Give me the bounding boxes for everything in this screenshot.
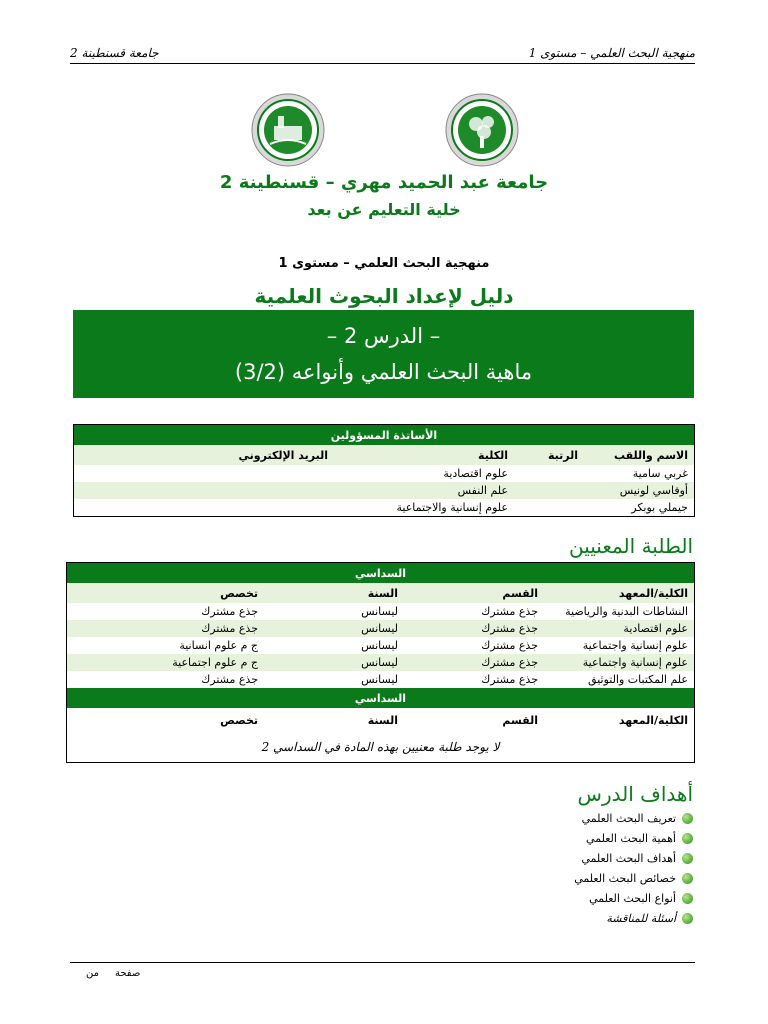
col-year: السنة <box>367 586 398 600</box>
list-item: أهداف البحث العلمي <box>574 848 693 868</box>
table-row: النشاطات البدنية والرياضية جذع مشترك ليسانس جذع مشترك <box>201 605 688 618</box>
table-row: علوم إنسانية واجتماعية جذع مشترك ليسانس ج م علوم اجتماعية <box>67 654 694 671</box>
teachers-table <box>73 424 695 517</box>
teachers-heading: الأساتذة المسؤولين <box>330 428 438 442</box>
list-item: أسئلة للمناقشة <box>574 908 693 928</box>
bullet-icon <box>682 833 693 844</box>
col-name: الاسم واللقب <box>613 448 688 462</box>
logos <box>250 92 520 168</box>
guide-title: دليل لإعداد البحوث العلمية <box>254 284 514 308</box>
bullet-icon <box>682 913 693 924</box>
col-rank: الرتبة <box>547 448 578 462</box>
students-table <box>66 562 695 763</box>
page-label: صفحة <box>114 968 141 979</box>
goals-list <box>574 808 693 928</box>
page-footer <box>86 968 140 979</box>
col-faculty: الكلية <box>478 448 508 462</box>
footer-rule <box>70 962 695 963</box>
page-header <box>70 40 695 64</box>
list-item: أهمية البحث العلمي <box>574 828 693 848</box>
col-email: البريد الإلكتروني <box>238 448 328 462</box>
list-item: خصائص البحث العلمي <box>574 868 693 888</box>
table-row: علم المكتبات والتوثيق جذع مشترك ليسانس جذع مشترك <box>201 673 688 686</box>
unit-name: خلية التعليم عن بعد <box>307 200 461 219</box>
table-row: غربي سامية علوم اقتصادية <box>443 467 688 480</box>
col-specialty: تخصص <box>220 586 258 600</box>
col-specialty: تخصص <box>220 713 258 727</box>
col-department: القسم <box>502 586 538 600</box>
semester2-heading: السداسي <box>354 691 407 705</box>
table-row: أوفاسي لونيس علم النفس <box>74 482 694 499</box>
header-course: منهجية البحث العلمي – مستوى 1 <box>528 46 695 60</box>
lesson-title: ماهية البحث العلمي وأنواعه (3/2) <box>234 360 533 384</box>
col-year: السنة <box>367 713 398 727</box>
lesson-banner <box>73 310 694 398</box>
semester2-note: لا يوجد طلبة معنيين بهذه المادة في السداسي 2 <box>261 740 500 754</box>
bullet-icon <box>682 853 693 864</box>
bullet-icon <box>682 813 693 824</box>
col-faculty: الكلية/المعهد <box>618 586 688 600</box>
header-university: جامعة قسنطينة 2 <box>70 46 159 60</box>
students-title: الطلبة المعنيين <box>569 534 693 558</box>
goals-title: أهداف الدرس <box>577 782 693 806</box>
table-row: علوم اقتصادية جذع مشترك ليسانس جذع مشترك <box>67 620 694 637</box>
bullet-icon <box>682 893 693 904</box>
col-faculty: الكلية/المعهد <box>618 713 688 727</box>
table-row: جيملي بوبكر علوم إنسانية والاجتماعية <box>396 501 688 514</box>
course-title: منهجية البحث العلمي – مستوى 1 <box>278 256 490 271</box>
col-department: القسم <box>502 713 538 727</box>
lesson-number: – الدرس 2 – <box>326 324 441 348</box>
semester1-heading: السداسي <box>354 566 407 580</box>
bullet-icon <box>682 873 693 884</box>
university-name: جامعة عبد الحميد مهري – قسنطينة 2 <box>219 172 549 193</box>
list-item: تعريف البحث العلمي <box>574 808 693 828</box>
distance-learning-seal-icon <box>444 92 520 168</box>
university-seal-icon <box>250 92 326 168</box>
list-item: أنواع البحث العلمي <box>574 888 693 908</box>
table-row: علوم إنسانية واجتماعية جذع مشترك ليسانس ج م علوم انسانية <box>179 639 688 652</box>
of-label: من <box>86 968 99 979</box>
